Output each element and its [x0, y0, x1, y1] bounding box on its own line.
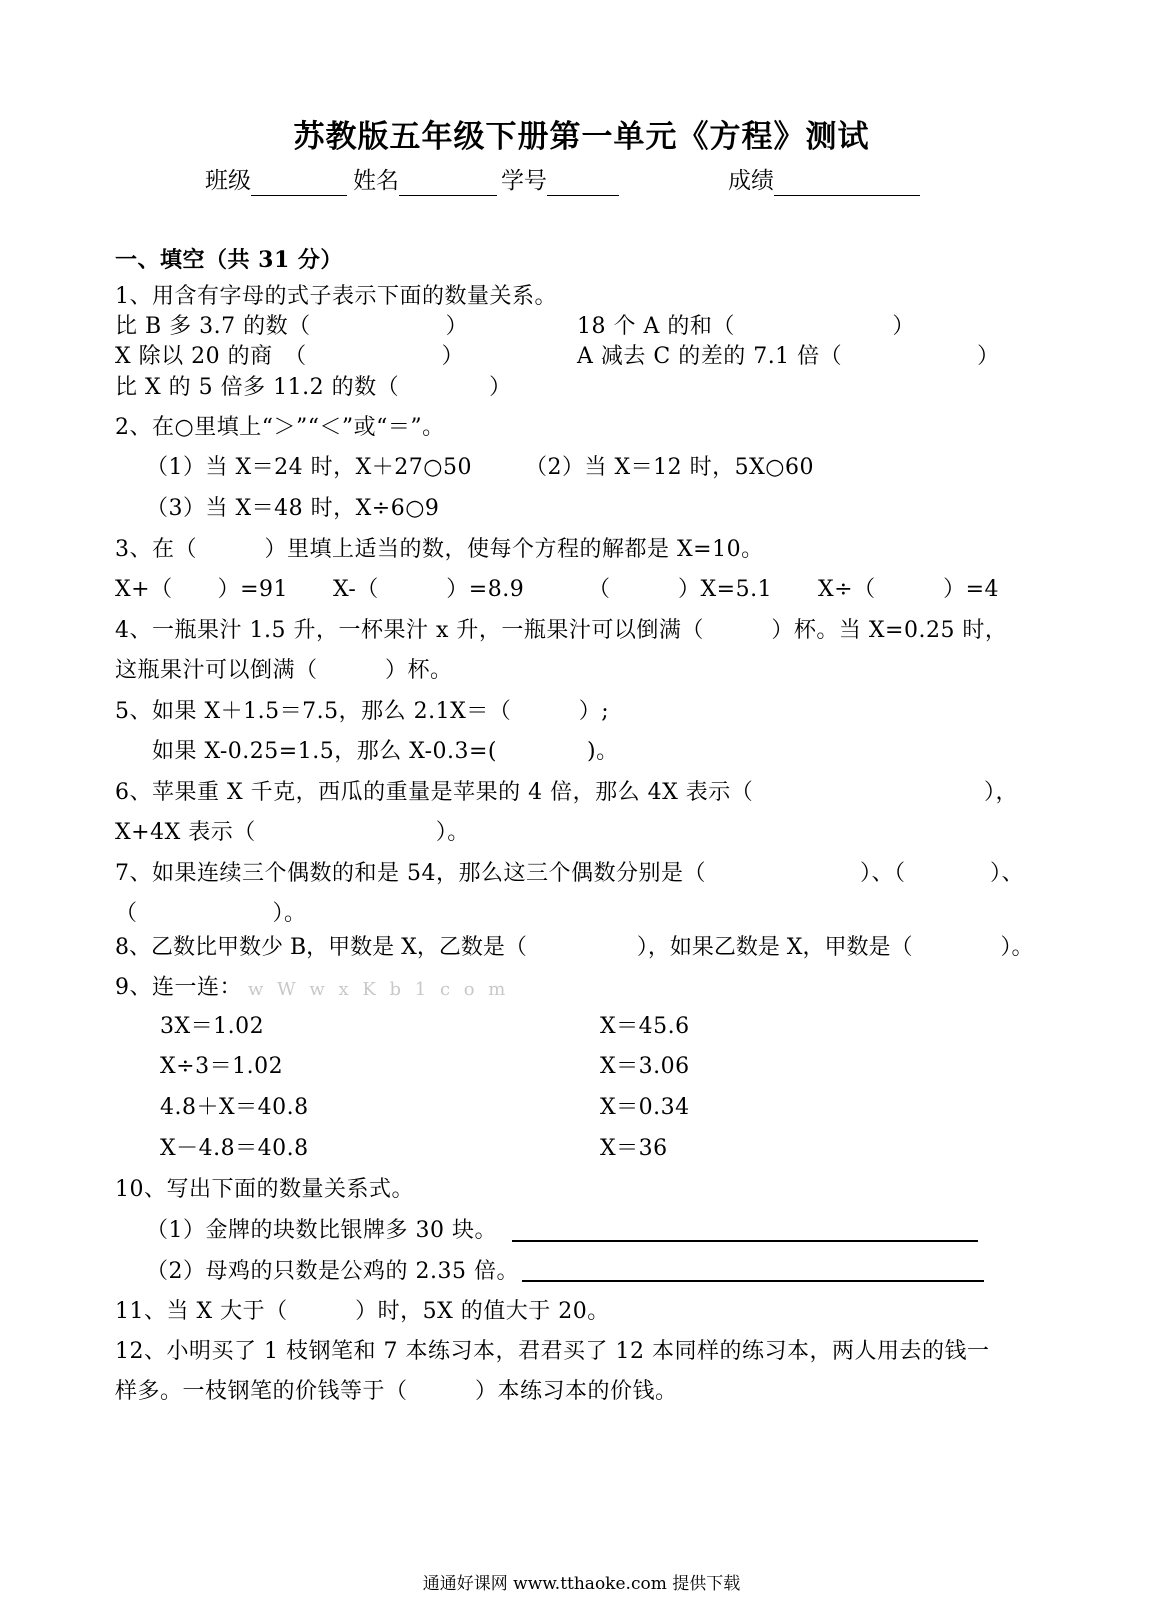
- number-field[interactable]: [501, 166, 619, 196]
- q6-line1: 6、苹果重 X 千克，西瓜的重量是苹果的 4 倍，那么 4X 表示（: [115, 780, 754, 805]
- q10-stem: 10、写出下面的数量关系式。: [115, 1177, 414, 1202]
- q9-left-4[interactable]: X－4.8＝40.8: [160, 1136, 309, 1161]
- q7-line1-end: ）、: [990, 861, 1025, 886]
- q7-line1-mid: ）、（: [860, 861, 906, 886]
- q2-part2: （2）当 X＝12 时，5X○60: [525, 455, 814, 480]
- q10-answer-line-2[interactable]: [522, 1280, 984, 1282]
- q8-text: 8、乙数比甲数少 B，甲数是 X，乙数是（ ），如果乙数是 X，甲数是（ ）。: [115, 935, 1034, 960]
- q4-line2: 这瓶果汁可以倒满（ ）杯。: [115, 658, 453, 683]
- q1-stem: 1、用含有字母的式子表示下面的数量关系。: [115, 284, 557, 309]
- q7-line2: （ ）。: [115, 901, 307, 926]
- name-field[interactable]: [353, 166, 497, 196]
- q6-line2: X+4X 表示（ ）。: [115, 820, 470, 845]
- number-blank[interactable]: [547, 173, 619, 196]
- footer: 通通好课网 www.tthaoke.com 提供下载: [422, 1574, 741, 1594]
- q12-line2: 样多。一枝钢笔的价钱等于（ ）本练习本的价钱。: [115, 1379, 678, 1404]
- q4-line1: 4、一瓶果汁 1.5 升，一杯果汁 x 升，一瓶果汁可以倒满（ ）杯。当 X=0.25 时，: [115, 618, 1008, 643]
- q10-part2: （2）母鸡的只数是公鸡的 2.35 倍。: [146, 1259, 519, 1284]
- number-label: 学号: [501, 168, 547, 194]
- name-blank[interactable]: [399, 173, 497, 196]
- q3-eq4: X÷（ ）=4: [818, 577, 1000, 602]
- name-label: 姓名: [353, 168, 399, 194]
- q1-d: A 减去 C 的差的 7.1 倍（ ）: [577, 344, 1000, 369]
- q9-stem: 9、连一连：: [115, 975, 242, 1000]
- watermark-text: w W w x K b 1 c o m: [248, 979, 510, 1000]
- q11-text: 11、当 X 大于（ ）时，5X 的值大于 20。: [115, 1299, 610, 1324]
- q9-left-1[interactable]: 3X＝1.02: [160, 1014, 265, 1039]
- q9-right-4[interactable]: X＝36: [600, 1136, 668, 1161]
- score-blank[interactable]: [774, 173, 920, 196]
- q9-left-3[interactable]: 4.8＋X＝40.8: [160, 1095, 309, 1120]
- q10-answer-line-1[interactable]: [512, 1240, 978, 1242]
- class-label: 班级: [205, 168, 251, 194]
- q1-a: 比 B 多 3.7 的数（ ）: [115, 314, 469, 339]
- q2-part1: （1）当 X＝24 时，X＋27○50: [146, 455, 472, 480]
- q1-e: 比 X 的 5 倍多 11.2 的数（ ）: [115, 375, 512, 400]
- q2-stem: 2、在○里填上“＞”“＜”或“＝”。: [115, 415, 445, 440]
- q9-right-3[interactable]: X＝0.34: [600, 1095, 690, 1120]
- q7-line1: 7、如果连续三个偶数的和是 54，那么这三个偶数分别是（: [115, 861, 706, 886]
- q1-c: X 除以 20 的商 （ ）: [115, 344, 465, 369]
- q9-right-2[interactable]: X＝3.06: [600, 1054, 690, 1079]
- q12-line1: 12、小明买了 1 枝钢笔和 7 本练习本，君君买了 12 本同样的练习本，两人用去的钱一: [115, 1339, 990, 1364]
- q2-part3: （3）当 X＝48 时，X÷6○9: [146, 496, 440, 521]
- section-heading: 一、填空（共 31 分）: [115, 247, 343, 273]
- q3-stem: 3、在（ ）里填上适当的数，使每个方程的解都是 X=10。: [115, 537, 764, 562]
- q9-right-1[interactable]: X＝45.6: [600, 1014, 690, 1039]
- class-field[interactable]: [205, 166, 347, 196]
- q6-line1-end: ），: [984, 780, 1019, 805]
- q3-eq3: （ ）X=5.1: [588, 577, 773, 602]
- q9-left-2[interactable]: X÷3＝1.02: [160, 1054, 284, 1079]
- q1-b: 18 个 A 的和（ ）: [577, 314, 915, 339]
- score-field[interactable]: [728, 166, 920, 196]
- class-blank[interactable]: [251, 173, 347, 196]
- q5-line2: 如果 X-0.25=1.5，那么 X-0.3=( )。: [152, 739, 619, 764]
- q10-part1: （1）金牌的块数比银牌多 30 块。: [146, 1218, 497, 1243]
- score-label: 成绩: [728, 168, 774, 194]
- q3-eq1: X+（ ）=91: [115, 577, 289, 602]
- q5-line1: 5、如果 X＋1.5＝7.5，那么 2.1X＝（ ）;: [115, 699, 610, 724]
- page-title: 苏教版五年级下册第一单元《方程》测试: [293, 119, 870, 155]
- q3-eq2: X-（ ）=8.9: [333, 577, 525, 602]
